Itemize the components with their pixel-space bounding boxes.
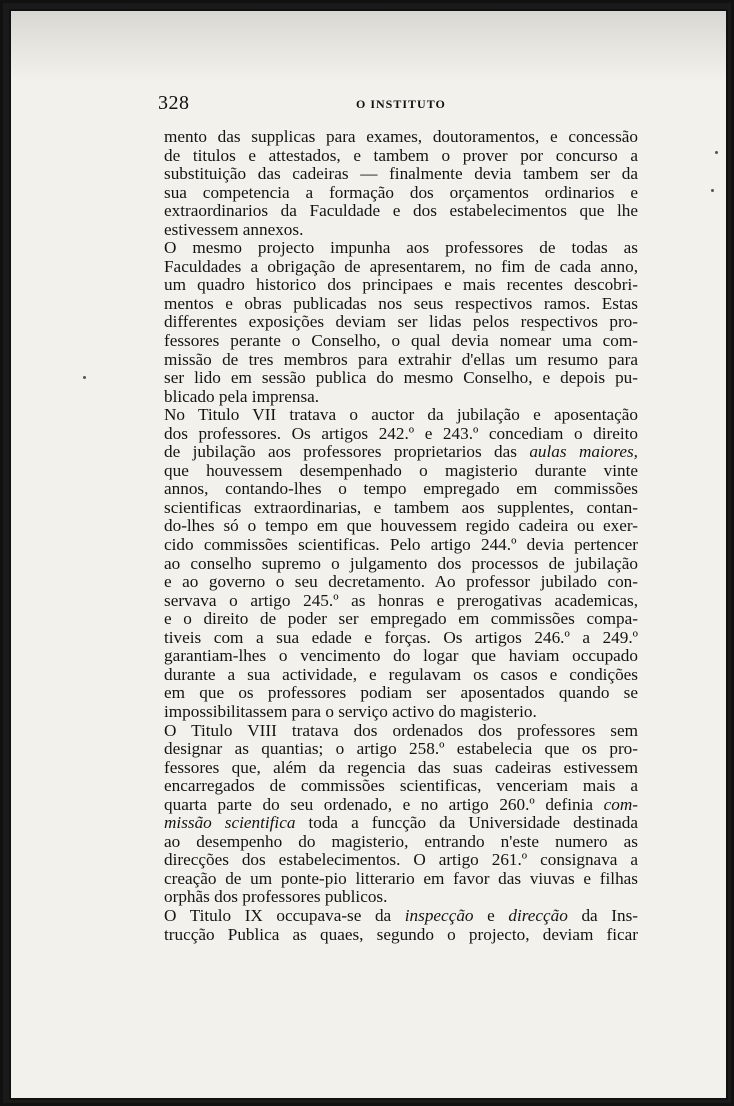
text-line: mento das supplicas para exames, doutoramentos, e concessão xyxy=(164,127,638,146)
text-line: e o direito de poder ser empregado em commissões compa- xyxy=(164,609,638,629)
text-line: substituição das cadeiras — finalmente devia tambem ser da xyxy=(164,164,638,184)
text-line: dos professores. Os artigos 242.º e 243.º concediam o direito xyxy=(164,423,638,443)
text-line: scientificas extraordinarias, e tambem aos supplentes, contan- xyxy=(164,497,638,517)
text-line: encarregados de commissões scientificas, venceriam mais a xyxy=(164,776,638,796)
text-line: creação de um ponte-pio litterario em favor das viuvas e filhas xyxy=(164,868,638,888)
text-line: estivessem annexos. xyxy=(164,219,304,239)
text-line: designar as quantias; o artigo 258.º estabelecia que os pro- xyxy=(164,739,638,759)
text-line: um quadro historico dos principaes e mais recentes descobri- xyxy=(164,275,638,295)
text-line: missão de tres membros para extrahir d'ellas um resumo para xyxy=(164,349,638,369)
text-line: do-lhes só o tempo em que houvessem regido cadeira ou exer- xyxy=(164,516,638,536)
body-text xyxy=(164,128,638,944)
text-line: quarta parte do seu ordenado, e no artigo 260.º definia com- xyxy=(164,794,638,814)
text-line: mentos e obras publicadas nos seus respectivos ramos. Estas xyxy=(164,293,638,313)
text-line: annos, contando-lhes o tempo empregado em commissões xyxy=(164,479,638,499)
text-line: garantiam-lhes o vencimento do logar que haviam occupado xyxy=(164,646,638,666)
text-line: blicado pela imprensa. xyxy=(164,386,320,406)
page-header xyxy=(158,92,638,116)
text-line: trucção Publica as quaes, segundo o projecto, deviam ficar xyxy=(164,924,638,944)
text-line: extraordinarios da Faculdade e dos estabelecimentos que lhe xyxy=(164,201,638,221)
text-line: O Titulo VIII tratava dos ordenados dos professores sem xyxy=(164,720,638,740)
text-line: fessores que, além da regencia das suas cadeiras estivessem xyxy=(164,757,638,777)
text-line: ao conselho supremo o julgamento dos processos de jubilação xyxy=(164,553,638,573)
text-line: orphãs dos professores publicos. xyxy=(164,887,388,907)
running-title: O INSTITUTO xyxy=(356,97,446,111)
paper-speck xyxy=(83,376,86,379)
text-line: tiveis com a sua edade e forças. Os artigos 246.º a 249.º xyxy=(164,627,638,647)
text-line: e ao governo o seu decretamento. Ao professor jubilado con- xyxy=(164,572,638,592)
text-line: sua competencia a formação dos orçamentos ordinarios e xyxy=(164,182,638,202)
text-line: direcções dos estabelecimentos. O artigo 261.º consignava a xyxy=(164,850,638,870)
text-line: O Titulo IX occupava-se da inspecção e direcção da Ins- xyxy=(164,905,638,925)
text-line: que houvessem desempenhado o magisterio durante vinte xyxy=(164,460,638,480)
text-line: missão scientifica toda a funcção da Universidade destinada xyxy=(164,813,638,833)
text-line: cido commissões scientificas. Pelo artigo 244.º devia pertencer xyxy=(164,535,638,555)
paper-speck xyxy=(715,151,718,154)
text-line: O mesmo projecto impunha aos professores de todas as xyxy=(164,238,638,258)
text-line: No Titulo VII tratava o auctor da jubilação e aposentação xyxy=(164,405,638,425)
text-line: em que os professores podiam ser aposentados quando se xyxy=(164,683,638,703)
text-line: fessores perante o Conselho, o qual devia nomear uma com- xyxy=(164,331,638,351)
text-line: de titulos e attestados, e tambem o prover por concurso a xyxy=(164,145,638,165)
text-line: de jubilação aos professores proprietarios das aulas maiores, xyxy=(164,442,638,462)
text-line: ser lido em sessão publica do mesmo Conselho, e depois pu- xyxy=(164,368,638,388)
text-line: ao desempenho do magisterio, entrando n'este numero as xyxy=(164,831,638,851)
text-line: differentes exposições deviam ser lidas pelos respectivos pro- xyxy=(164,312,638,332)
text-line: impossibilitassem para o serviço activo do magisterio. xyxy=(164,701,537,721)
page-number: 328 xyxy=(158,92,190,114)
text-line: servava o artigo 245.º as honras e prerogativas academicas, xyxy=(164,590,638,610)
text-line: durante a sua actividade, e regulavam os casos e condições xyxy=(164,664,638,684)
paper-speck xyxy=(711,189,714,192)
text-line: Faculdades a obrigação de apresentarem, no fim de cada anno, xyxy=(164,256,638,276)
